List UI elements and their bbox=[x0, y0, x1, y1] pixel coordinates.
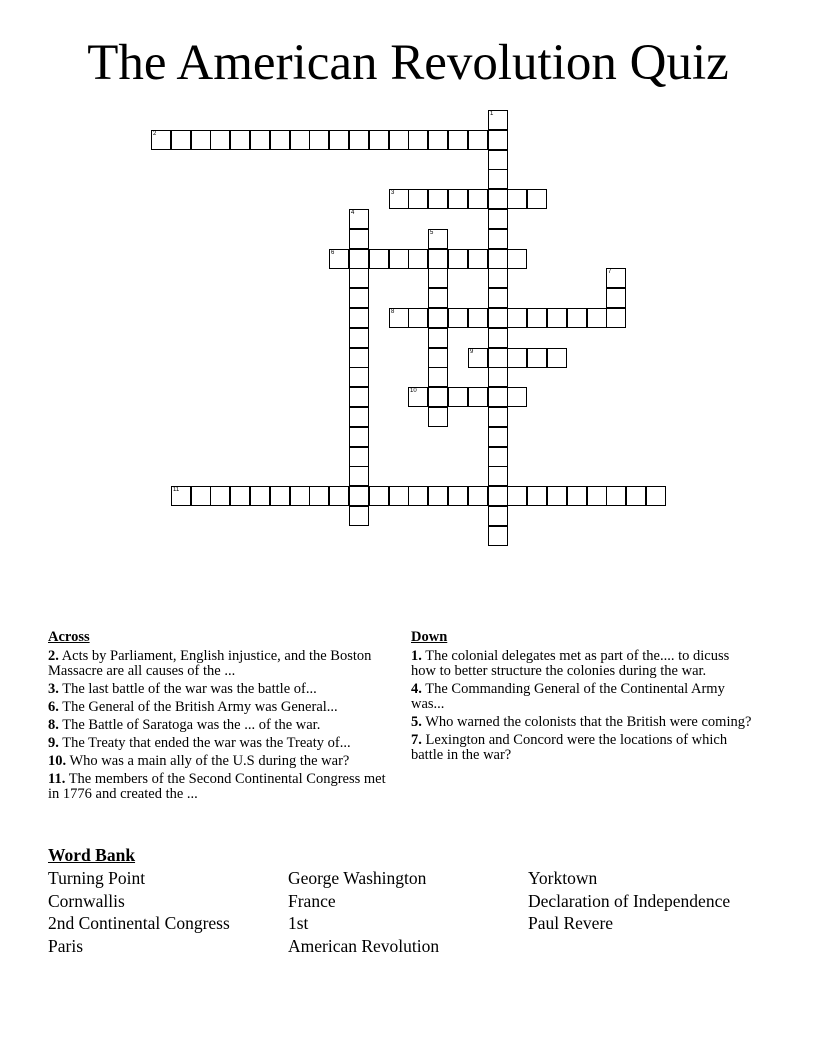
crossword-cell[interactable] bbox=[171, 130, 191, 150]
crossword-cell[interactable] bbox=[349, 367, 369, 387]
clue-number-label: 8. bbox=[48, 717, 59, 733]
crossword-cell[interactable] bbox=[329, 249, 349, 269]
across-clue bbox=[48, 700, 393, 715]
crossword-cell[interactable] bbox=[606, 268, 626, 288]
crossword-cell[interactable] bbox=[428, 328, 448, 348]
crossword-cell[interactable] bbox=[448, 486, 468, 506]
crossword-cell[interactable] bbox=[488, 466, 508, 486]
clue-text: The members of the Second Continental Congress met in 1776 and created the ... bbox=[48, 771, 386, 802]
clue-text: Lexington and Concord were the locations of which battle in the war? bbox=[411, 732, 728, 763]
crossword-cell[interactable] bbox=[428, 249, 448, 269]
crossword-cell[interactable] bbox=[369, 486, 389, 506]
crossword-cell[interactable] bbox=[547, 308, 567, 328]
crossword-cell[interactable] bbox=[527, 348, 547, 368]
down-clues bbox=[411, 630, 756, 766]
crossword-cell[interactable] bbox=[488, 288, 508, 308]
crossword-cell[interactable] bbox=[488, 209, 508, 229]
clue-text: Who warned the colonists that the British were coming? bbox=[421, 714, 752, 730]
crossword-cell[interactable] bbox=[349, 407, 369, 427]
crossword-cell[interactable] bbox=[389, 189, 409, 209]
crossword-cell[interactable] bbox=[210, 130, 230, 150]
crossword-cell[interactable] bbox=[428, 348, 448, 368]
crossword-cell[interactable] bbox=[488, 110, 508, 130]
crossword-cell[interactable] bbox=[507, 387, 527, 407]
crossword-cell[interactable] bbox=[448, 189, 468, 209]
crossword-cell[interactable] bbox=[488, 189, 508, 209]
crossword-cell[interactable] bbox=[389, 130, 409, 150]
crossword-cell[interactable] bbox=[428, 407, 448, 427]
crossword-cell[interactable] bbox=[488, 447, 508, 467]
crossword-cell[interactable] bbox=[151, 130, 171, 150]
crossword-cell[interactable] bbox=[250, 486, 270, 506]
clue-text: Acts by Parliament, English injustice, and the Boston Massacre are all causes of the ... bbox=[48, 648, 372, 679]
crossword-cell[interactable] bbox=[349, 249, 369, 269]
crossword-cell[interactable] bbox=[349, 130, 369, 150]
crossword-cell[interactable] bbox=[587, 486, 607, 506]
word-bank-word: 2nd Continental Congress bbox=[48, 913, 230, 934]
crossword-cell[interactable] bbox=[349, 348, 369, 368]
crossword-cell[interactable] bbox=[567, 308, 587, 328]
crossword-cell[interactable] bbox=[488, 526, 508, 546]
crossword-cell[interactable] bbox=[488, 130, 508, 150]
crossword-cell[interactable] bbox=[468, 348, 488, 368]
crossword-cell[interactable] bbox=[507, 486, 527, 506]
crossword-cell[interactable] bbox=[428, 387, 448, 407]
across-clue bbox=[48, 649, 393, 679]
clue-number: 5 bbox=[430, 230, 434, 236]
down-heading: Down bbox=[411, 629, 448, 645]
crossword-cell[interactable] bbox=[290, 486, 310, 506]
crossword-cell[interactable] bbox=[408, 130, 428, 150]
across-clues bbox=[48, 630, 393, 805]
crossword-cell[interactable] bbox=[448, 249, 468, 269]
crossword-cell[interactable] bbox=[309, 486, 329, 506]
crossword-cell[interactable] bbox=[428, 367, 448, 387]
clue-number: 11 bbox=[173, 487, 180, 493]
word-bank-word: 1st bbox=[288, 913, 309, 934]
clue-number-label: 5. bbox=[411, 714, 422, 730]
crossword-cell[interactable] bbox=[488, 506, 508, 526]
clue-text: Who was a main ally of the U.S during the war? bbox=[66, 753, 350, 769]
crossword-cell[interactable] bbox=[507, 189, 527, 209]
crossword-cell[interactable] bbox=[527, 308, 547, 328]
crossword-cell[interactable] bbox=[488, 229, 508, 249]
across-clue bbox=[48, 718, 393, 733]
word-bank-word: Paul Revere bbox=[528, 913, 614, 934]
word-bank-word: Paris bbox=[48, 935, 83, 956]
crossword-cell[interactable] bbox=[230, 130, 250, 150]
crossword-cell[interactable] bbox=[428, 189, 448, 209]
clue-number-label: 4. bbox=[411, 681, 422, 697]
crossword-cell[interactable] bbox=[448, 130, 468, 150]
crossword-cell[interactable] bbox=[488, 387, 508, 407]
crossword-cell[interactable] bbox=[290, 130, 310, 150]
down-clue bbox=[411, 733, 756, 763]
crossword-cell[interactable] bbox=[468, 189, 488, 209]
word-bank-word: Turning Point bbox=[48, 868, 146, 888]
across-clue bbox=[48, 736, 393, 751]
word-bank-heading: Word Bank bbox=[48, 845, 136, 865]
word-bank-word: George Washington bbox=[288, 868, 427, 888]
crossword-cell[interactable] bbox=[488, 249, 508, 269]
crossword-cell[interactable] bbox=[428, 268, 448, 288]
crossword-cell[interactable] bbox=[349, 506, 369, 526]
across-heading: Across bbox=[48, 629, 90, 645]
crossword-cell[interactable] bbox=[191, 486, 211, 506]
crossword-cell[interactable] bbox=[488, 348, 508, 368]
crossword-cell[interactable] bbox=[250, 130, 270, 150]
crossword-cell[interactable] bbox=[408, 189, 428, 209]
crossword-cell[interactable] bbox=[210, 486, 230, 506]
crossword-cell[interactable] bbox=[349, 268, 369, 288]
clue-number: 9 bbox=[470, 349, 474, 355]
crossword-cell[interactable] bbox=[369, 249, 389, 269]
crossword-cell[interactable] bbox=[448, 387, 468, 407]
crossword-cell[interactable] bbox=[626, 486, 646, 506]
crossword-cell[interactable] bbox=[468, 486, 488, 506]
crossword-cell[interactable] bbox=[488, 328, 508, 348]
clue-number-label: 3. bbox=[48, 681, 59, 697]
crossword-cell[interactable] bbox=[270, 486, 290, 506]
crossword-cell[interactable] bbox=[389, 249, 409, 269]
clue-number-label: 7. bbox=[411, 732, 422, 748]
crossword-cell[interactable] bbox=[389, 486, 409, 506]
clue-text: The last battle of the war was the battle of... bbox=[58, 681, 317, 697]
crossword-cell[interactable] bbox=[428, 486, 448, 506]
crossword-cell[interactable] bbox=[329, 486, 349, 506]
crossword-cell[interactable] bbox=[468, 130, 488, 150]
word-bank-word: Cornwallis bbox=[48, 890, 125, 911]
crossword-cell[interactable] bbox=[527, 486, 547, 506]
crossword-cell[interactable] bbox=[191, 130, 211, 150]
crossword-cell[interactable] bbox=[349, 466, 369, 486]
crossword-cell[interactable] bbox=[428, 288, 448, 308]
crossword-cell[interactable] bbox=[428, 308, 448, 328]
crossword-cell[interactable] bbox=[606, 308, 626, 328]
crossword-cell[interactable] bbox=[547, 486, 567, 506]
crossword-cell[interactable] bbox=[349, 308, 369, 328]
crossword-cell[interactable] bbox=[349, 447, 369, 467]
crossword-cell[interactable] bbox=[408, 249, 428, 269]
crossword-cell[interactable] bbox=[408, 387, 428, 407]
crossword-cell[interactable] bbox=[488, 367, 508, 387]
page-title: The American Revolution Quiz bbox=[87, 35, 729, 91]
across-clue bbox=[48, 772, 393, 802]
crossword-cell[interactable] bbox=[567, 486, 587, 506]
clue-number-label: 1. bbox=[411, 648, 422, 664]
across-clue bbox=[48, 682, 393, 697]
word-bank-word: France bbox=[288, 890, 336, 911]
crossword-cell[interactable] bbox=[428, 229, 448, 249]
clue-number: 1 bbox=[490, 111, 494, 117]
clue-number-label: 6. bbox=[48, 699, 59, 715]
clue-number: 8 bbox=[391, 309, 395, 315]
crossword-cell[interactable] bbox=[507, 249, 527, 269]
word-bank-word: Declaration of Independence bbox=[528, 890, 731, 911]
clue-number: 10 bbox=[410, 388, 417, 394]
crossword-cell[interactable] bbox=[349, 229, 369, 249]
clue-text: The Treaty that ended the war was the Treaty of... bbox=[58, 735, 351, 751]
crossword-cell[interactable] bbox=[408, 486, 428, 506]
crossword-cell[interactable] bbox=[507, 308, 527, 328]
crossword-cell[interactable] bbox=[488, 169, 508, 189]
word-bank-word: Yorktown bbox=[528, 868, 598, 888]
clue-number-label: 9. bbox=[48, 735, 59, 751]
crossword-cell[interactable] bbox=[488, 427, 508, 447]
clue-number: 3 bbox=[391, 190, 395, 196]
crossword-cell[interactable] bbox=[606, 486, 626, 506]
clue-text: The General of the British Army was General... bbox=[58, 699, 338, 715]
down-clue bbox=[411, 682, 756, 712]
crossword-cell[interactable] bbox=[587, 308, 607, 328]
crossword-cell[interactable] bbox=[349, 387, 369, 407]
across-clue bbox=[48, 754, 393, 769]
crossword-cell[interactable] bbox=[547, 348, 567, 368]
crossword-cell[interactable] bbox=[349, 486, 369, 506]
crossword-cell[interactable] bbox=[369, 130, 389, 150]
crossword-cell[interactable] bbox=[606, 288, 626, 308]
down-clue bbox=[411, 649, 756, 679]
crossword-cell[interactable] bbox=[171, 486, 191, 506]
crossword-cell[interactable] bbox=[309, 130, 329, 150]
crossword-cell[interactable] bbox=[270, 130, 290, 150]
clue-text: The Battle of Saratoga was the ... of the war. bbox=[58, 717, 321, 733]
down-clue bbox=[411, 715, 756, 730]
crossword-cell[interactable] bbox=[329, 130, 349, 150]
crossword-cell[interactable] bbox=[389, 308, 409, 328]
clue-text: The colonial delegates met as part of the.... to dicuss how to better structure the colonies during the war. bbox=[411, 648, 730, 679]
clue-number: 6 bbox=[331, 250, 335, 256]
crossword-cell[interactable] bbox=[527, 189, 547, 209]
crossword-cell[interactable] bbox=[448, 308, 468, 328]
crossword-cell[interactable] bbox=[408, 308, 428, 328]
crossword-cell[interactable] bbox=[349, 328, 369, 348]
crossword-cell[interactable] bbox=[488, 150, 508, 170]
crossword-cell[interactable] bbox=[468, 249, 488, 269]
crossword-cell[interactable] bbox=[349, 288, 369, 308]
crossword-cell[interactable] bbox=[468, 308, 488, 328]
crossword-cell[interactable] bbox=[230, 486, 250, 506]
crossword-cell[interactable] bbox=[507, 348, 527, 368]
clue-number-label: 2. bbox=[48, 648, 59, 664]
crossword-cell[interactable] bbox=[428, 130, 448, 150]
crossword-cell[interactable] bbox=[349, 427, 369, 447]
clue-number: 7 bbox=[608, 269, 612, 275]
word-bank-word: American Revolution bbox=[288, 935, 440, 956]
clue-text: The Commanding General of the Continental Army was... bbox=[411, 681, 725, 712]
clue-number-label: 11. bbox=[48, 771, 66, 787]
crossword-cell[interactable] bbox=[488, 486, 508, 506]
clue-number-label: 10. bbox=[48, 753, 67, 769]
clue-number: 4 bbox=[351, 210, 355, 216]
crossword-cell[interactable] bbox=[488, 407, 508, 427]
crossword-cell[interactable] bbox=[646, 486, 666, 506]
crossword-cell[interactable] bbox=[468, 387, 488, 407]
crossword-cell[interactable] bbox=[488, 308, 508, 328]
crossword-cell[interactable] bbox=[349, 209, 369, 229]
clue-number: 2 bbox=[153, 131, 157, 137]
crossword-cell[interactable] bbox=[488, 268, 508, 288]
